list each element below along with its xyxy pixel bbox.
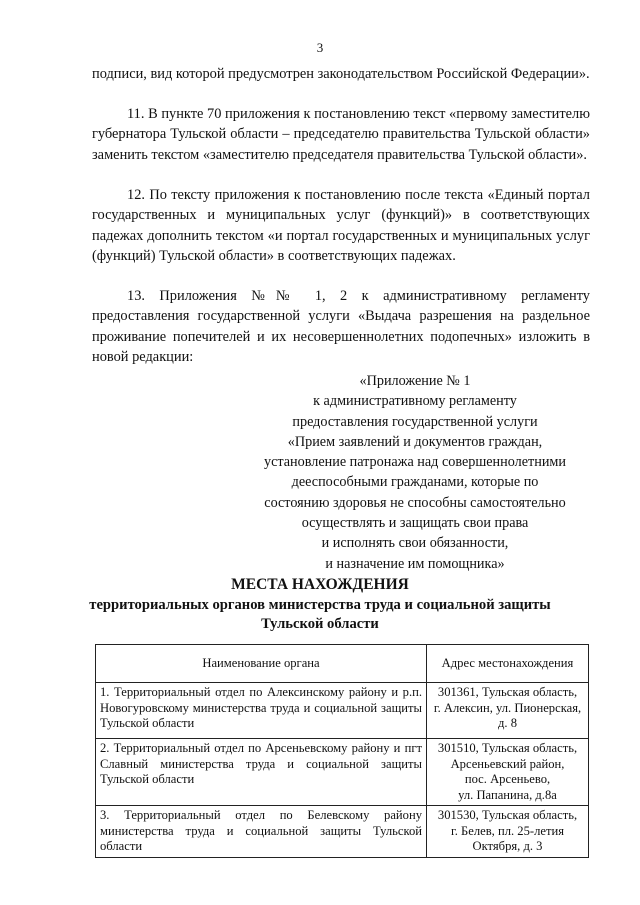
appendix-header: [250, 371, 580, 574]
column-header-address: Адрес местонахождения: [427, 645, 589, 683]
appendix-line: состоянию здоровья не способны самостоятельно: [264, 494, 566, 511]
appendix-line: осуществлять и защищать свои права: [301, 515, 529, 532]
office-name: 2. Территориальный отдел по Арсеньевскому району и пгт Славный министерства труда и социальной защиты Тульской области: [96, 739, 427, 806]
office-name: 3. Территориальный отдел по Белевскому району министерства труда и социальной защиты Тульской области: [96, 806, 427, 858]
paragraph-item-11: 11. В пункте 70 приложения к постановлению текст «первому заместителю губернатора Тульской области – председателю правительства Тульской области» заменить текстом «заместителю председателя правительства Тульской области».: [92, 106, 590, 163]
office-address: [427, 683, 589, 739]
column-header-name: Наименование органа: [96, 645, 427, 683]
address-line: ул. Папанина, д.8а: [458, 787, 557, 802]
appendix-line: дееспособными гражданами, которые по: [291, 474, 539, 491]
paragraph-item-13: 13. Приложения №№ 1, 2 к административному регламенту предоставления государственной услуги «Выдача разрешения на раздельное проживание попечителей и их несовершеннолетних подопечных» изложить в новой редакции:: [92, 288, 590, 365]
office-address: [427, 806, 589, 858]
section-subtitle-line1: территориальных органов министерства труда и социальной защиты: [89, 597, 551, 613]
address-line: Арсеньевский район,: [450, 756, 565, 771]
address-line: Октября, д. 3: [472, 839, 543, 853]
section-title: МЕСТА НАХОЖДЕНИЯ: [231, 576, 409, 593]
table-header-row: [96, 645, 589, 683]
address-line: д. 8: [497, 716, 517, 730]
appendix-line: и назначение им помощника»: [325, 555, 505, 572]
appendix-line: установление патронажа над совершеннолетними: [264, 454, 566, 471]
page-number: 3: [316, 40, 324, 55]
offices-table: [95, 644, 589, 858]
address-line: 301530, Тульская область,: [437, 808, 578, 822]
appendix-line: предоставления государственной услуги: [292, 413, 538, 430]
office-name: 1. Территориальный отдел по Алексинскому району и р.п. Новогуровскому министерства труда и социальной защиты Тульской области: [96, 683, 427, 739]
paragraph-item-12: 12. По тексту приложения к постановлению после текста «Единый портал государственных и муниципальных услуг (функций)» в соответствующих падежах дополнить текстом «и портал государственных и муниципальных услуг (функций) Тульской области» в соответствующих падежах.: [92, 187, 590, 264]
appendix-line: и исполнять свои обязанности,: [321, 535, 509, 552]
address-line: г. Белев, пл. 25-летия: [451, 823, 564, 838]
address-line: 301361, Тульская область,: [437, 685, 578, 699]
appendix-line: «Прием заявлений и документов граждан,: [287, 433, 543, 450]
appendix-line: к административному регламенту: [313, 393, 517, 410]
address-line: 301510, Тульская область,: [437, 741, 578, 755]
office-address: [427, 739, 589, 806]
address-line: г. Алексин, ул. Пионерская,: [433, 700, 582, 715]
paragraph-continuation: подписи, вид которой предусмотрен законодательством Российской Федерации».: [92, 66, 590, 82]
table-row: [96, 739, 589, 806]
address-line: пос. Арсеньево,: [464, 772, 551, 786]
table-row: [96, 683, 589, 739]
appendix-line: «Приложение № 1: [359, 373, 471, 389]
table-row: [96, 806, 589, 858]
section-subtitle-line2: Тульской области: [261, 616, 379, 632]
